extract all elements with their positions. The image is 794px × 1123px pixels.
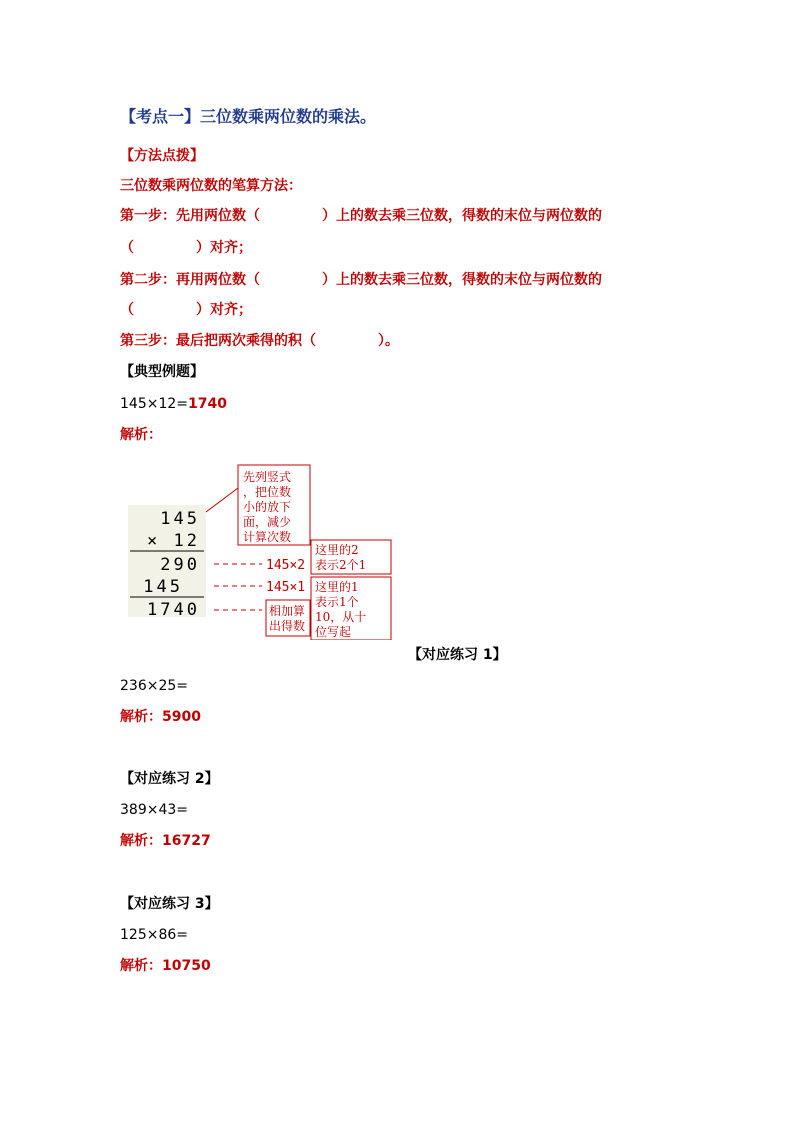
note-top-line-4: 面，减少 xyxy=(243,515,292,529)
note-top-line-2: ，把位数 xyxy=(243,485,292,499)
note-top-pointer xyxy=(206,488,238,512)
practice-3-answer: 10750 xyxy=(162,958,211,974)
note-290-line-2: 表示2个1 xyxy=(315,558,367,572)
note-sum-line-1: 相加算 xyxy=(269,604,306,618)
calc-row-product: 1740 xyxy=(147,600,200,620)
step-1-part-d: ）对齐； xyxy=(196,240,252,256)
vertical-multiplication-figure xyxy=(128,460,398,640)
practice-1-analysis-label: 解析： xyxy=(120,709,162,725)
step-3-part-b: ）。 xyxy=(378,333,399,349)
example-label: 【典型例题】 xyxy=(120,364,204,380)
calc-row-partial-1: 290 xyxy=(160,555,200,575)
step-2-part-a: 第二步：再用两位数（ xyxy=(120,272,260,288)
practice-2-analysis-label: 解析： xyxy=(120,833,162,849)
practice-2-label: 【对应练习 2】 xyxy=(120,771,219,787)
practice-3-question: 125×86= xyxy=(120,927,188,943)
step-2-part-b: ）上的数去乘三位数，得数的末位与两位数的 xyxy=(322,272,602,288)
method-label: 【方法点拨】 xyxy=(120,148,204,164)
note-145-line-1: 这里的1 xyxy=(315,580,359,594)
example-expression: 145×12= xyxy=(120,396,188,412)
practice-2-answer: 16727 xyxy=(162,833,211,849)
step-1-line-1 xyxy=(120,206,602,226)
practice-2-question: 389×43= xyxy=(120,802,188,818)
practice-2-analysis xyxy=(120,831,211,851)
label-290: 145×2 xyxy=(266,558,306,573)
step-1-part-a: 第一步：先用两位数（ xyxy=(120,208,260,224)
example-analysis-label: 解析： xyxy=(120,427,162,443)
calc-row-multiplicand: 145 xyxy=(160,509,200,529)
practice-1-analysis xyxy=(120,707,201,727)
step-1-part-b: ）上的数去乘三位数，得数的末位与两位数的 xyxy=(322,208,602,224)
calc-row-multiplier: × 12 xyxy=(147,531,200,551)
step-1-part-c: （ xyxy=(120,240,134,256)
practice-1-question: 236×25= xyxy=(120,678,188,694)
step-2-part-d: ）对齐； xyxy=(196,302,252,318)
method-intro: 三位数乘两位数的笔算方法： xyxy=(120,178,302,194)
step-2-line-2 xyxy=(120,300,252,320)
calc-row-partial-2: 145 xyxy=(143,577,183,597)
practice-3-analysis-label: 解析： xyxy=(120,958,162,974)
step-2-part-c: （ xyxy=(120,302,134,318)
note-top-line-5: 计算次数 xyxy=(243,530,292,544)
section-heading: 【考点一】三位数乘两位数的乘法。 xyxy=(120,107,377,126)
practice-1-label: 【对应练习 1】 xyxy=(408,647,507,663)
practice-3-label: 【对应练习 3】 xyxy=(120,896,219,912)
note-145-line-2: 表示1个 xyxy=(315,595,359,609)
practice-3-analysis xyxy=(120,956,211,976)
example-answer: 1740 xyxy=(188,396,227,412)
note-top-line-1: 先列竖式 xyxy=(243,470,292,484)
note-290-line-1: 这里的2 xyxy=(315,543,359,557)
step-3-line xyxy=(120,331,399,351)
step-3-part-a: 第三步：最后把两次乘得的积（ xyxy=(120,333,316,349)
step-2-line-1 xyxy=(120,270,602,290)
practice-1-answer: 5900 xyxy=(162,709,201,725)
step-1-line-2 xyxy=(120,238,252,258)
note-145-line-3: 10，从十 xyxy=(315,610,367,624)
note-145-line-4: 位写起 xyxy=(315,625,352,639)
label-145: 145×1 xyxy=(266,580,306,595)
example-question xyxy=(120,394,227,414)
note-top-line-3: 小的放下 xyxy=(243,500,292,514)
note-sum-line-2: 出得数 xyxy=(269,619,306,633)
